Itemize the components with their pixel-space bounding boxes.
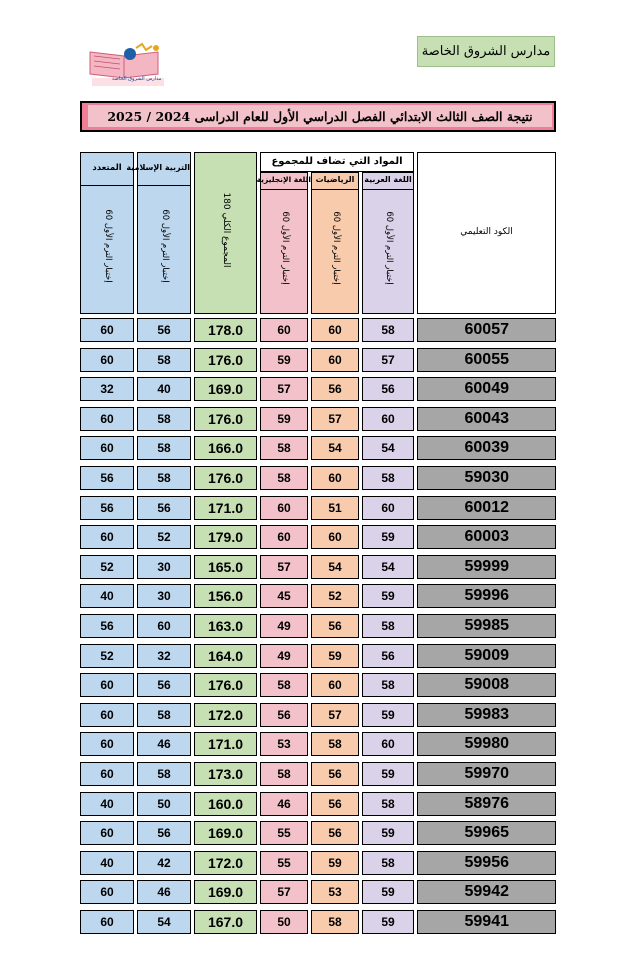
islamic-score: 50: [137, 792, 191, 816]
total-score: 169.0: [194, 821, 257, 845]
student-code: 59008: [417, 673, 556, 697]
multi-score: 60: [80, 762, 134, 786]
arabic-score: 57: [362, 348, 414, 372]
table-row: [80, 348, 556, 372]
arabic-score: 60: [362, 407, 414, 431]
math-score: 53: [311, 880, 359, 904]
english-score: 58: [260, 466, 308, 490]
islamic-score: 56: [137, 821, 191, 845]
student-code: 59996: [417, 584, 556, 608]
arabic-score: 59: [362, 525, 414, 549]
arabic-score: 58: [362, 673, 414, 697]
arabic-score: 60: [362, 732, 414, 756]
table-row: [80, 555, 556, 579]
header-english: [256, 172, 311, 314]
logo-text: مدارس الشروق الخاصة: [112, 76, 162, 82]
total-score: 176.0: [194, 407, 257, 431]
total-score: 160.0: [194, 792, 257, 816]
total-score: 173.0: [194, 762, 257, 786]
total-score: 172.0: [194, 703, 257, 727]
arabic-score: 54: [362, 436, 414, 460]
total-score: 179.0: [194, 525, 257, 549]
header-islamic: [126, 152, 191, 314]
english-score: 60: [260, 318, 308, 342]
student-code: 59985: [417, 614, 556, 638]
multi-score: 52: [80, 555, 134, 579]
total-score: 163.0: [194, 614, 257, 638]
arabic-score: 60: [362, 496, 414, 520]
student-code: 59009: [417, 644, 556, 668]
islamic-score: 46: [137, 732, 191, 756]
student-code: 59956: [417, 851, 556, 875]
total-score: 169.0: [194, 377, 257, 401]
table-row: [80, 584, 556, 608]
multi-score: 56: [80, 614, 134, 638]
table-row: [80, 851, 556, 875]
islamic-score: 56: [137, 673, 191, 697]
student-code: 59999: [417, 555, 556, 579]
table-row: [80, 644, 556, 668]
multi-score: 60: [80, 880, 134, 904]
islamic-score: 30: [137, 555, 191, 579]
islamic-score: 30: [137, 584, 191, 608]
student-code: 58976: [417, 792, 556, 816]
math-score: 57: [311, 703, 359, 727]
table-row: [80, 318, 556, 342]
math-score: 51: [311, 496, 359, 520]
total-score: 176.0: [194, 466, 257, 490]
math-score: 59: [311, 851, 359, 875]
arabic-score: 59: [362, 703, 414, 727]
math-score: 59: [311, 644, 359, 668]
total-score: 171.0: [194, 496, 257, 520]
arabic-score: 58: [362, 318, 414, 342]
arabic-score: 58: [362, 851, 414, 875]
math-score: 60: [311, 318, 359, 342]
arabic-score: 58: [362, 792, 414, 816]
table-row: [80, 525, 556, 549]
arabic-score: 56: [362, 377, 414, 401]
student-code: 60055: [417, 348, 556, 372]
header-math-exam: إختبار الترم الأول 60: [331, 211, 341, 285]
header-math: [311, 172, 359, 314]
english-score: 56: [260, 703, 308, 727]
header-added-subjects-label: المواد التي تضاف للمجموع: [271, 156, 403, 167]
math-score: 56: [311, 821, 359, 845]
multi-score: 60: [80, 732, 134, 756]
multi-score: 40: [80, 851, 134, 875]
header-code-label: الكود التعليمي: [460, 227, 513, 237]
english-score: 58: [260, 673, 308, 697]
math-score: 54: [311, 436, 359, 460]
student-code: 60039: [417, 436, 556, 460]
math-score: 58: [311, 732, 359, 756]
english-score: 49: [260, 644, 308, 668]
table-row: [80, 496, 556, 520]
table-row: [80, 407, 556, 431]
math-score: 58: [311, 910, 359, 934]
total-score: 165.0: [194, 555, 257, 579]
islamic-score: 58: [137, 762, 191, 786]
multi-score: 32: [80, 377, 134, 401]
student-code: 60003: [417, 525, 556, 549]
title-banner: [80, 101, 556, 132]
multi-score: 56: [80, 466, 134, 490]
header-multi-exam: إختبار الترم الأول 60: [103, 209, 113, 283]
header-islamic-exam: إختبار الترم الأول 60: [160, 209, 170, 283]
islamic-score: 46: [137, 880, 191, 904]
islamic-score: 58: [137, 407, 191, 431]
student-code: 60057: [417, 318, 556, 342]
header-multi-label: المتعدد: [92, 163, 122, 173]
page-title: نتيجة الصف الثالث الابتدائي الفصل الدراسي الأول للعام الدراسى 2024 / 2025: [88, 105, 552, 127]
table-row: [80, 377, 556, 401]
arabic-score: 59: [362, 880, 414, 904]
student-code: 59965: [417, 821, 556, 845]
arabic-score: 59: [362, 910, 414, 934]
arabic-score: 58: [362, 614, 414, 638]
student-code: 60012: [417, 496, 556, 520]
total-score: 172.0: [194, 851, 257, 875]
islamic-score: 60: [137, 614, 191, 638]
math-score: 52: [311, 584, 359, 608]
student-code: 59980: [417, 732, 556, 756]
table-row: [80, 466, 556, 490]
english-score: 57: [260, 377, 308, 401]
total-score: 176.0: [194, 673, 257, 697]
math-score: 57: [311, 407, 359, 431]
student-code: 59030: [417, 466, 556, 490]
english-score: 57: [260, 555, 308, 579]
english-score: 58: [260, 762, 308, 786]
arabic-score: 59: [362, 821, 414, 845]
multi-score: 60: [80, 673, 134, 697]
table-row: [80, 880, 556, 904]
islamic-score: 56: [137, 496, 191, 520]
multi-score: 60: [80, 436, 134, 460]
total-score: 156.0: [194, 584, 257, 608]
table-row: [80, 436, 556, 460]
multi-score: 60: [80, 407, 134, 431]
arabic-score: 54: [362, 555, 414, 579]
english-score: 50: [260, 910, 308, 934]
math-score: 56: [311, 792, 359, 816]
math-score: 56: [311, 614, 359, 638]
english-score: 58: [260, 436, 308, 460]
student-code: 60049: [417, 377, 556, 401]
header-added-subjects: [260, 152, 414, 172]
islamic-score: 58: [137, 436, 191, 460]
english-score: 55: [260, 821, 308, 845]
table-row: [80, 762, 556, 786]
total-score: 176.0: [194, 348, 257, 372]
header-total-label: المجموع الكلي 180: [221, 192, 231, 268]
math-score: 60: [311, 466, 359, 490]
header-multi: [80, 152, 134, 314]
multi-score: 60: [80, 703, 134, 727]
islamic-score: 42: [137, 851, 191, 875]
multi-score: 60: [80, 348, 134, 372]
header-math-label: الرياضيات: [315, 175, 355, 184]
multi-score: 60: [80, 318, 134, 342]
math-score: 56: [311, 762, 359, 786]
multi-score: 60: [80, 821, 134, 845]
english-score: 57: [260, 880, 308, 904]
islamic-score: 32: [137, 644, 191, 668]
english-score: 59: [260, 348, 308, 372]
table-row: [80, 703, 556, 727]
total-score: 164.0: [194, 644, 257, 668]
student-code: 59970: [417, 762, 556, 786]
header-arabic: [362, 172, 414, 314]
math-score: 60: [311, 525, 359, 549]
header-english-exam: إختبار الترم الأول 60: [280, 211, 290, 285]
math-score: 54: [311, 555, 359, 579]
math-score: 56: [311, 377, 359, 401]
multi-score: 60: [80, 910, 134, 934]
islamic-score: 40: [137, 377, 191, 401]
english-score: 53: [260, 732, 308, 756]
islamic-score: 58: [137, 703, 191, 727]
total-score: 169.0: [194, 880, 257, 904]
table-row: [80, 673, 556, 697]
multi-score: 60: [80, 525, 134, 549]
total-score: 167.0: [194, 910, 257, 934]
multi-score: 52: [80, 644, 134, 668]
total-score: 166.0: [194, 436, 257, 460]
multi-score: 40: [80, 792, 134, 816]
english-score: 60: [260, 525, 308, 549]
table-row: [80, 792, 556, 816]
islamic-score: 58: [137, 466, 191, 490]
multi-score: 56: [80, 496, 134, 520]
school-name: مدارس الشروق الخاصة: [417, 36, 555, 67]
arabic-score: 58: [362, 466, 414, 490]
student-code: 59983: [417, 703, 556, 727]
math-score: 60: [311, 673, 359, 697]
english-score: 59: [260, 407, 308, 431]
english-score: 55: [260, 851, 308, 875]
islamic-score: 56: [137, 318, 191, 342]
islamic-score: 54: [137, 910, 191, 934]
table-row: [80, 614, 556, 638]
arabic-score: 59: [362, 584, 414, 608]
student-code: 59942: [417, 880, 556, 904]
islamic-score: 58: [137, 348, 191, 372]
header-arabic-exam: إختبار الترم الأول 60: [384, 211, 394, 285]
english-score: 49: [260, 614, 308, 638]
header-code: [417, 152, 556, 314]
header-total: [194, 152, 257, 314]
header-english-label: اللغة الإنجليزية: [256, 175, 311, 184]
table-row: [80, 732, 556, 756]
math-score: 60: [311, 348, 359, 372]
multi-score: 40: [80, 584, 134, 608]
header-islamic-label: التربية الإسلامية: [126, 163, 190, 172]
student-code: 59941: [417, 910, 556, 934]
english-score: 46: [260, 792, 308, 816]
islamic-score: 52: [137, 525, 191, 549]
table-row: [80, 821, 556, 845]
table-row: [80, 910, 556, 934]
total-score: 178.0: [194, 318, 257, 342]
arabic-score: 56: [362, 644, 414, 668]
student-code: 60043: [417, 407, 556, 431]
english-score: 60: [260, 496, 308, 520]
arabic-score: 59: [362, 762, 414, 786]
total-score: 171.0: [194, 732, 257, 756]
english-score: 45: [260, 584, 308, 608]
header-arabic-label: اللغة العربية: [364, 175, 412, 184]
school-logo: [86, 42, 170, 88]
